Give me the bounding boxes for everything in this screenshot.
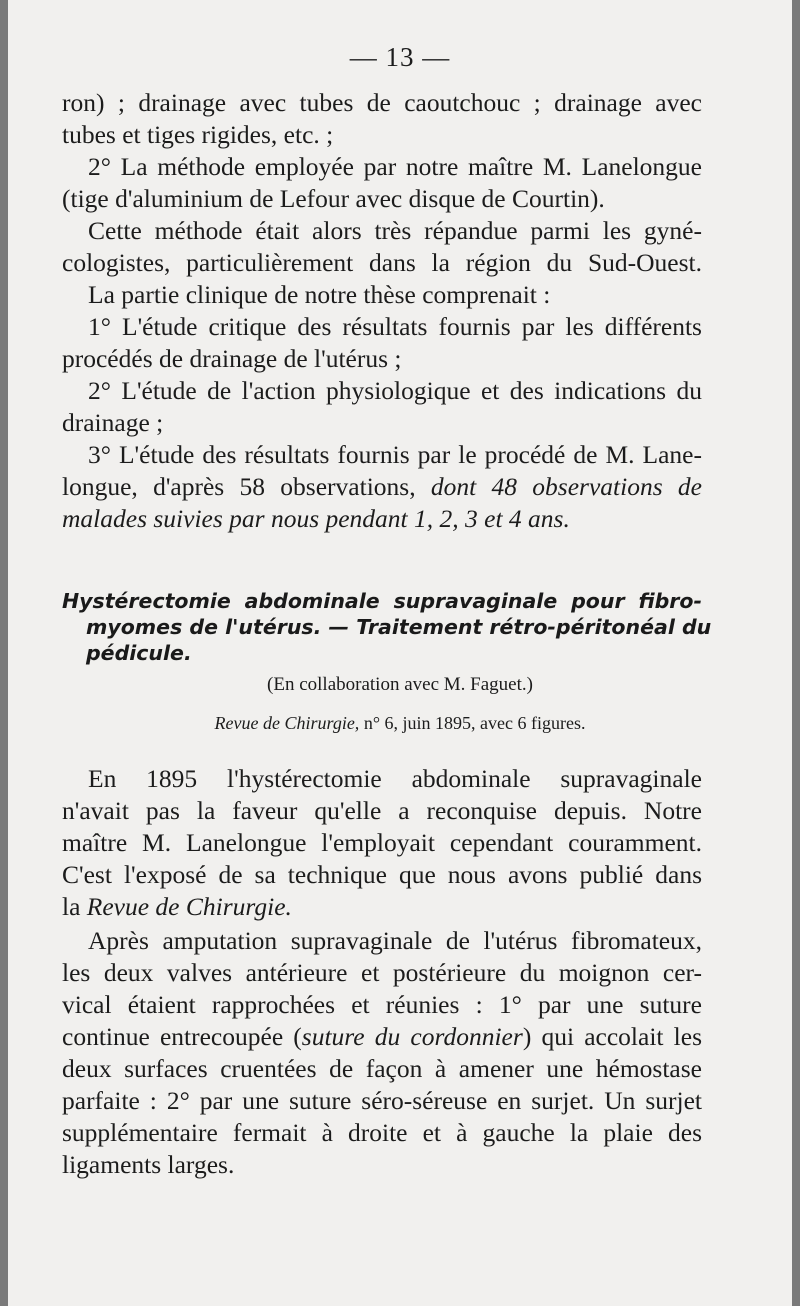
text-line: 1° L'étude critique des résultats fournis par les différents bbox=[88, 312, 702, 341]
text-line: (tige d'aluminium de Lefour avec disque de Courtin). bbox=[62, 184, 605, 213]
page-number: — 13 — bbox=[349, 42, 451, 72]
text-line: les deux valves antérieure et postérieure du moignon cer- bbox=[62, 958, 702, 987]
text-line: n'avait pas la faveur qu'elle a reconquise depuis. Notre bbox=[62, 796, 702, 825]
text-line: La partie clinique de notre thèse comprenait : bbox=[88, 280, 551, 309]
heading-line: pédicule. bbox=[86, 641, 192, 665]
text-line: tubes et tiges rigides, etc. ; bbox=[62, 120, 334, 149]
text-line-mixed bbox=[62, 890, 702, 924]
publication-source bbox=[8, 710, 792, 736]
text-line: 2° La méthode employée par notre maître M. Lanelongue bbox=[88, 152, 702, 181]
text-italic: Revue de Chirurgie. bbox=[86, 892, 292, 921]
text-line: procédés de drainage de l'utérus ; bbox=[62, 344, 402, 373]
text-line: cologistes, particulièrement dans la région du Sud-Ouest. bbox=[62, 248, 702, 277]
heading-line: myomes de l'utérus. — Traitement rétro-péritonéal du bbox=[86, 615, 712, 639]
text-line: drainage ; bbox=[62, 408, 164, 437]
text-line: 2° L'étude de l'action physiologique et des indications du bbox=[88, 376, 702, 405]
text-normal: continue entrecoupée ( bbox=[62, 1022, 302, 1051]
text-line: maître M. Lanelongue l'employait cependant couramment. bbox=[62, 828, 702, 857]
text-line: vical étaient rapprochées et réunies : 1° par une suture bbox=[62, 990, 702, 1019]
text-line: En 1895 l'hystérectomie abdominale supravaginale bbox=[88, 764, 702, 793]
text-line: supplémentaire fermait à droite et à gauche la plaie des bbox=[62, 1118, 702, 1147]
text-line: C'est l'exposé de sa technique que nous avons publié dans bbox=[62, 860, 702, 889]
text-italic: suture du cordonnier bbox=[301, 1022, 523, 1051]
text-line-italic: malades suivies par nous pendant 1, 2, 3 et 4 ans. bbox=[62, 504, 570, 533]
journal-name: Revue de Chirurgie, bbox=[214, 713, 360, 733]
text-line: parfaite : 2° par une suture séro-séreuse en surjet. Un surjet bbox=[62, 1086, 702, 1115]
text-line: Cette méthode était alors très répandue parmi les gyné- bbox=[88, 216, 702, 245]
text-line: ligaments larges. bbox=[62, 1150, 235, 1179]
text-italic: dont 48 observations de bbox=[430, 472, 702, 501]
heading-line: Hystérectomie abdominale supravaginale pour fibro- bbox=[62, 589, 702, 613]
publication-details: n° 6, juin 1895, avec 6 figures. bbox=[363, 713, 586, 733]
document-page bbox=[8, 0, 792, 1306]
collaboration-note: (En collaboration avec M. Faguet.) bbox=[267, 674, 533, 695]
text-line: deux surfaces cruentées de façon à amener une hémostase bbox=[62, 1054, 702, 1083]
text-line-mixed bbox=[62, 1020, 702, 1054]
text-line: Après amputation supravaginale de l'utérus fibromateux, bbox=[88, 926, 702, 955]
text-normal: longue, d'après 58 observations, bbox=[62, 472, 416, 501]
text-line-mixed bbox=[62, 470, 702, 504]
text-line: ron) ; drainage avec tubes de caoutchouc ; drainage avec bbox=[62, 88, 702, 117]
text-line: 3° L'étude des résultats fournis par le procédé de M. Lane- bbox=[88, 440, 702, 469]
text-normal: la bbox=[62, 892, 81, 921]
text-normal: ) qui accolait les bbox=[522, 1022, 702, 1051]
